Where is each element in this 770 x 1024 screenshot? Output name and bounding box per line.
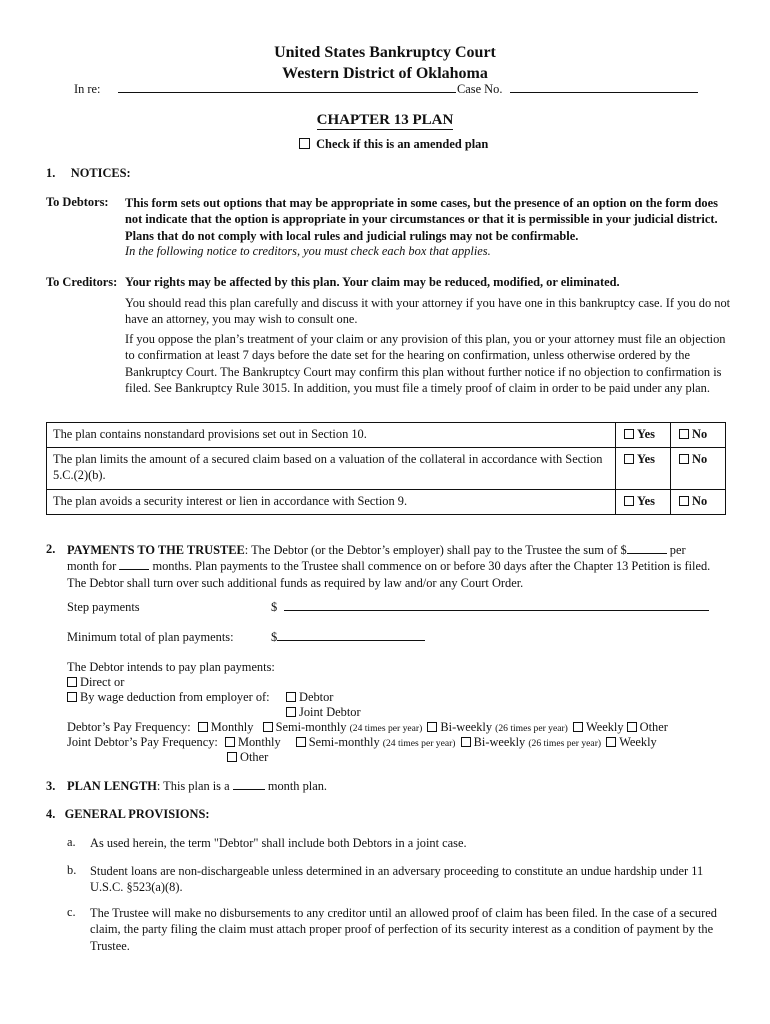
section2-line2: months. Plan payments to the Trustee shall commence on or before 30 days after the Chapter 13 Petition is filed. [152, 559, 711, 574]
section3-text-a: : This plan is a [156, 779, 230, 793]
section2-heading: PAYMENTS TO THE TRUSTEE [67, 543, 245, 557]
yes-checkbox[interactable] [624, 429, 634, 439]
option-text: The plan limits the amount of a secured claim based on a valuation of the collateral in accordance with Section 5.C.(2)(b). [47, 448, 616, 490]
joint-bi-weekly-label: Bi-weekly [473, 735, 526, 749]
amended-label: Check if this is an amended plan [316, 137, 489, 151]
no-checkbox[interactable] [679, 429, 689, 439]
yes-label: Yes [637, 427, 655, 441]
table-row [47, 423, 726, 448]
yes-option[interactable] [616, 423, 671, 448]
general-provision-c: The Trustee will make no disbursements to any creditor until an allowed proof of claim has been filed. In the case of a secured claim, the party filing the claim must attach proper proof of perfection of its security interest as a condition of payment by the Trustee. [90, 906, 717, 953]
in-re-field[interactable] [118, 92, 456, 93]
joint-semi-monthly-note: (24 times per year) [382, 738, 456, 749]
semi-monthly-label: Semi-monthly [275, 720, 347, 734]
table-row [47, 490, 726, 515]
plan-length-field[interactable] [233, 789, 265, 790]
plan-options-table [46, 422, 726, 515]
joint-monthly-label: Monthly [237, 735, 281, 749]
yes-checkbox[interactable] [624, 454, 634, 464]
to-debtors-label: To Debtors: [46, 195, 109, 209]
no-checkbox[interactable] [679, 454, 689, 464]
item-letter: b. [67, 863, 77, 877]
monthly-label: Monthly [210, 720, 254, 734]
general-provision-a: As used herein, the term "Debtor" shall include both Debtors in a joint case. [90, 836, 467, 850]
yes-label: Yes [637, 494, 655, 508]
section2-line1: : The Debtor (or the Debtor’s employer) shall pay to the Trustee the sum of $ [244, 543, 627, 557]
payment-amount-field[interactable] [627, 553, 667, 554]
intends-label: The Debtor intends to pay plan payments: [67, 660, 275, 674]
no-option[interactable] [671, 423, 726, 448]
minimum-total-label: Minimum total of plan payments: [67, 630, 234, 644]
dollar-sign: $ [271, 600, 278, 614]
amended-row [299, 137, 488, 152]
case-no-label: Case No. [457, 82, 503, 96]
section4-heading: 4. GENERAL PROVISIONS: [46, 807, 210, 821]
debtor-pay-frequency-label: Debtor’s Pay Frequency: [67, 720, 191, 734]
joint-other-option[interactable] [227, 750, 268, 765]
to-debtors-text: This form sets out options that may be appropriate in some cases, but the presence of an option on the form does not indicate that the option is appropriate in your circumstances or that it is permissible in your judicial district. Plans that do not comply with local rules and judicial rulings may not be confirmable. [125, 196, 718, 243]
joint-pay-frequency-label: Joint Debtor’s Pay Frequency: [67, 735, 218, 749]
yes-option[interactable] [616, 490, 671, 515]
notice-paragraph-1: You should read this plan carefully and discuss it with your attorney if you have one in this bankruptcy case. If you do not have an attorney, you may wish to consult one. [125, 296, 731, 327]
to-debtors-note: In the following notice to creditors, you must check each box that applies. [125, 244, 491, 258]
bi-weekly-note: (26 times per year) [495, 723, 568, 734]
section3-number: 3. [46, 779, 56, 793]
no-label: No [692, 452, 708, 466]
no-label: No [692, 427, 708, 441]
bi-weekly-checkbox[interactable] [427, 722, 437, 732]
weekly-checkbox[interactable] [573, 722, 583, 732]
direct-checkbox[interactable] [67, 677, 77, 687]
no-option[interactable] [671, 490, 726, 515]
joint-pay-frequency-row [67, 735, 657, 750]
wage-debtor-label: Debtor [299, 690, 334, 704]
joint-semi-monthly-label: Semi-monthly [308, 735, 380, 749]
item-letter: a. [67, 835, 76, 849]
no-option[interactable] [671, 448, 726, 490]
wage-joint-debtor-checkbox[interactable] [286, 707, 296, 717]
no-checkbox[interactable] [679, 496, 689, 506]
section2-text [67, 542, 737, 591]
minimum-total-field[interactable] [277, 640, 425, 641]
option-text: The plan avoids a security interest or lien in accordance with Section 9. [47, 490, 616, 515]
in-re-row [74, 82, 456, 97]
joint-bi-weekly-note: (26 times per year) [528, 738, 602, 749]
bi-weekly-label: Bi-weekly [440, 720, 493, 734]
wage-option[interactable] [67, 690, 270, 705]
to-creditors-text: Your rights may be affected by this plan. Your claim may be reduced, modified, or eliminated. [125, 275, 620, 289]
joint-other-label: Other [240, 750, 269, 764]
section2-line3: The Debtor shall turn over such additional funds as required by law and/or any Court Order. [67, 575, 524, 590]
direct-option[interactable] [67, 675, 124, 690]
step-payments-field[interactable] [284, 610, 709, 611]
joint-other-checkbox[interactable] [227, 752, 237, 762]
step-payments-row [271, 600, 709, 615]
to-creditors-label: To Creditors: [46, 275, 118, 289]
semi-monthly-note: (24 times per year) [349, 723, 423, 734]
section1-heading: 1. NOTICES: [46, 166, 131, 180]
yes-label: Yes [637, 452, 655, 466]
joint-weekly-checkbox[interactable] [606, 737, 616, 747]
case-no-row [457, 82, 698, 97]
wage-checkbox[interactable] [67, 692, 77, 702]
debtor-pay-frequency-row [67, 720, 668, 735]
monthly-checkbox[interactable] [198, 722, 208, 732]
case-no-field[interactable] [510, 92, 698, 93]
wage-joint-debtor-label: Joint Debtor [299, 705, 361, 719]
section2-month-for: month for [67, 559, 117, 574]
joint-semi-monthly-checkbox[interactable] [296, 737, 306, 747]
direct-label: Direct or [80, 675, 125, 689]
in-re-label: In re: [74, 82, 101, 96]
amended-checkbox[interactable] [299, 138, 310, 149]
step-payments-label: Step payments [67, 600, 140, 614]
wage-debtor-option[interactable] [286, 690, 333, 705]
months-field[interactable] [119, 569, 149, 570]
option-text: The plan contains nonstandard provisions set out in Section 10. [47, 423, 616, 448]
joint-monthly-checkbox[interactable] [225, 737, 235, 747]
general-provision-b: Student loans are non-dischargeable unless determined in an adversary proceeding to constitute an undue hardship under 11 U.S.C. §523(a)(8). [90, 864, 704, 895]
court-name: United States Bankruptcy Court [274, 44, 496, 61]
joint-weekly-label: Weekly [619, 735, 657, 749]
section2-number: 2. [46, 542, 56, 556]
section2-per: per [669, 543, 686, 557]
wage-label: By wage deduction from employer of: [80, 690, 270, 704]
yes-checkbox[interactable] [624, 496, 634, 506]
no-label: No [692, 494, 708, 508]
item-letter: c. [67, 905, 76, 919]
semi-monthly-checkbox[interactable] [263, 722, 273, 732]
district-name: Western District of Oklahoma [282, 65, 488, 82]
other-checkbox[interactable] [627, 722, 637, 732]
wage-debtor-checkbox[interactable] [286, 692, 296, 702]
notice-paragraph-2: If you oppose the plan’s treatment of your claim or any provision of this plan, you or your attorney must file an objection to confirmation at least 7 days before the date set for the hearing on confirmation, unless otherwise ordered by the Bankruptcy Court. The Bankruptcy Court may confirm this plan without further notice if no objection to confirmation is filed. See Bankruptcy Rule 3015. In addition, you must file a timely proof of claim in order to be paid under any plan. [125, 332, 726, 395]
section3-text [67, 779, 327, 794]
section3-text-b: month plan. [267, 779, 328, 793]
dollar-sign: $ [271, 630, 278, 644]
wage-joint-debtor-option[interactable] [286, 705, 361, 720]
table-row [47, 448, 726, 490]
yes-option[interactable] [616, 448, 671, 490]
section3-heading: PLAN LENGTH [67, 779, 157, 793]
plan-title: CHAPTER 13 PLAN [316, 112, 454, 128]
joint-bi-weekly-checkbox[interactable] [461, 737, 471, 747]
weekly-label: Weekly [586, 720, 624, 734]
other-label: Other [639, 720, 668, 734]
minimum-total-row [271, 630, 425, 645]
